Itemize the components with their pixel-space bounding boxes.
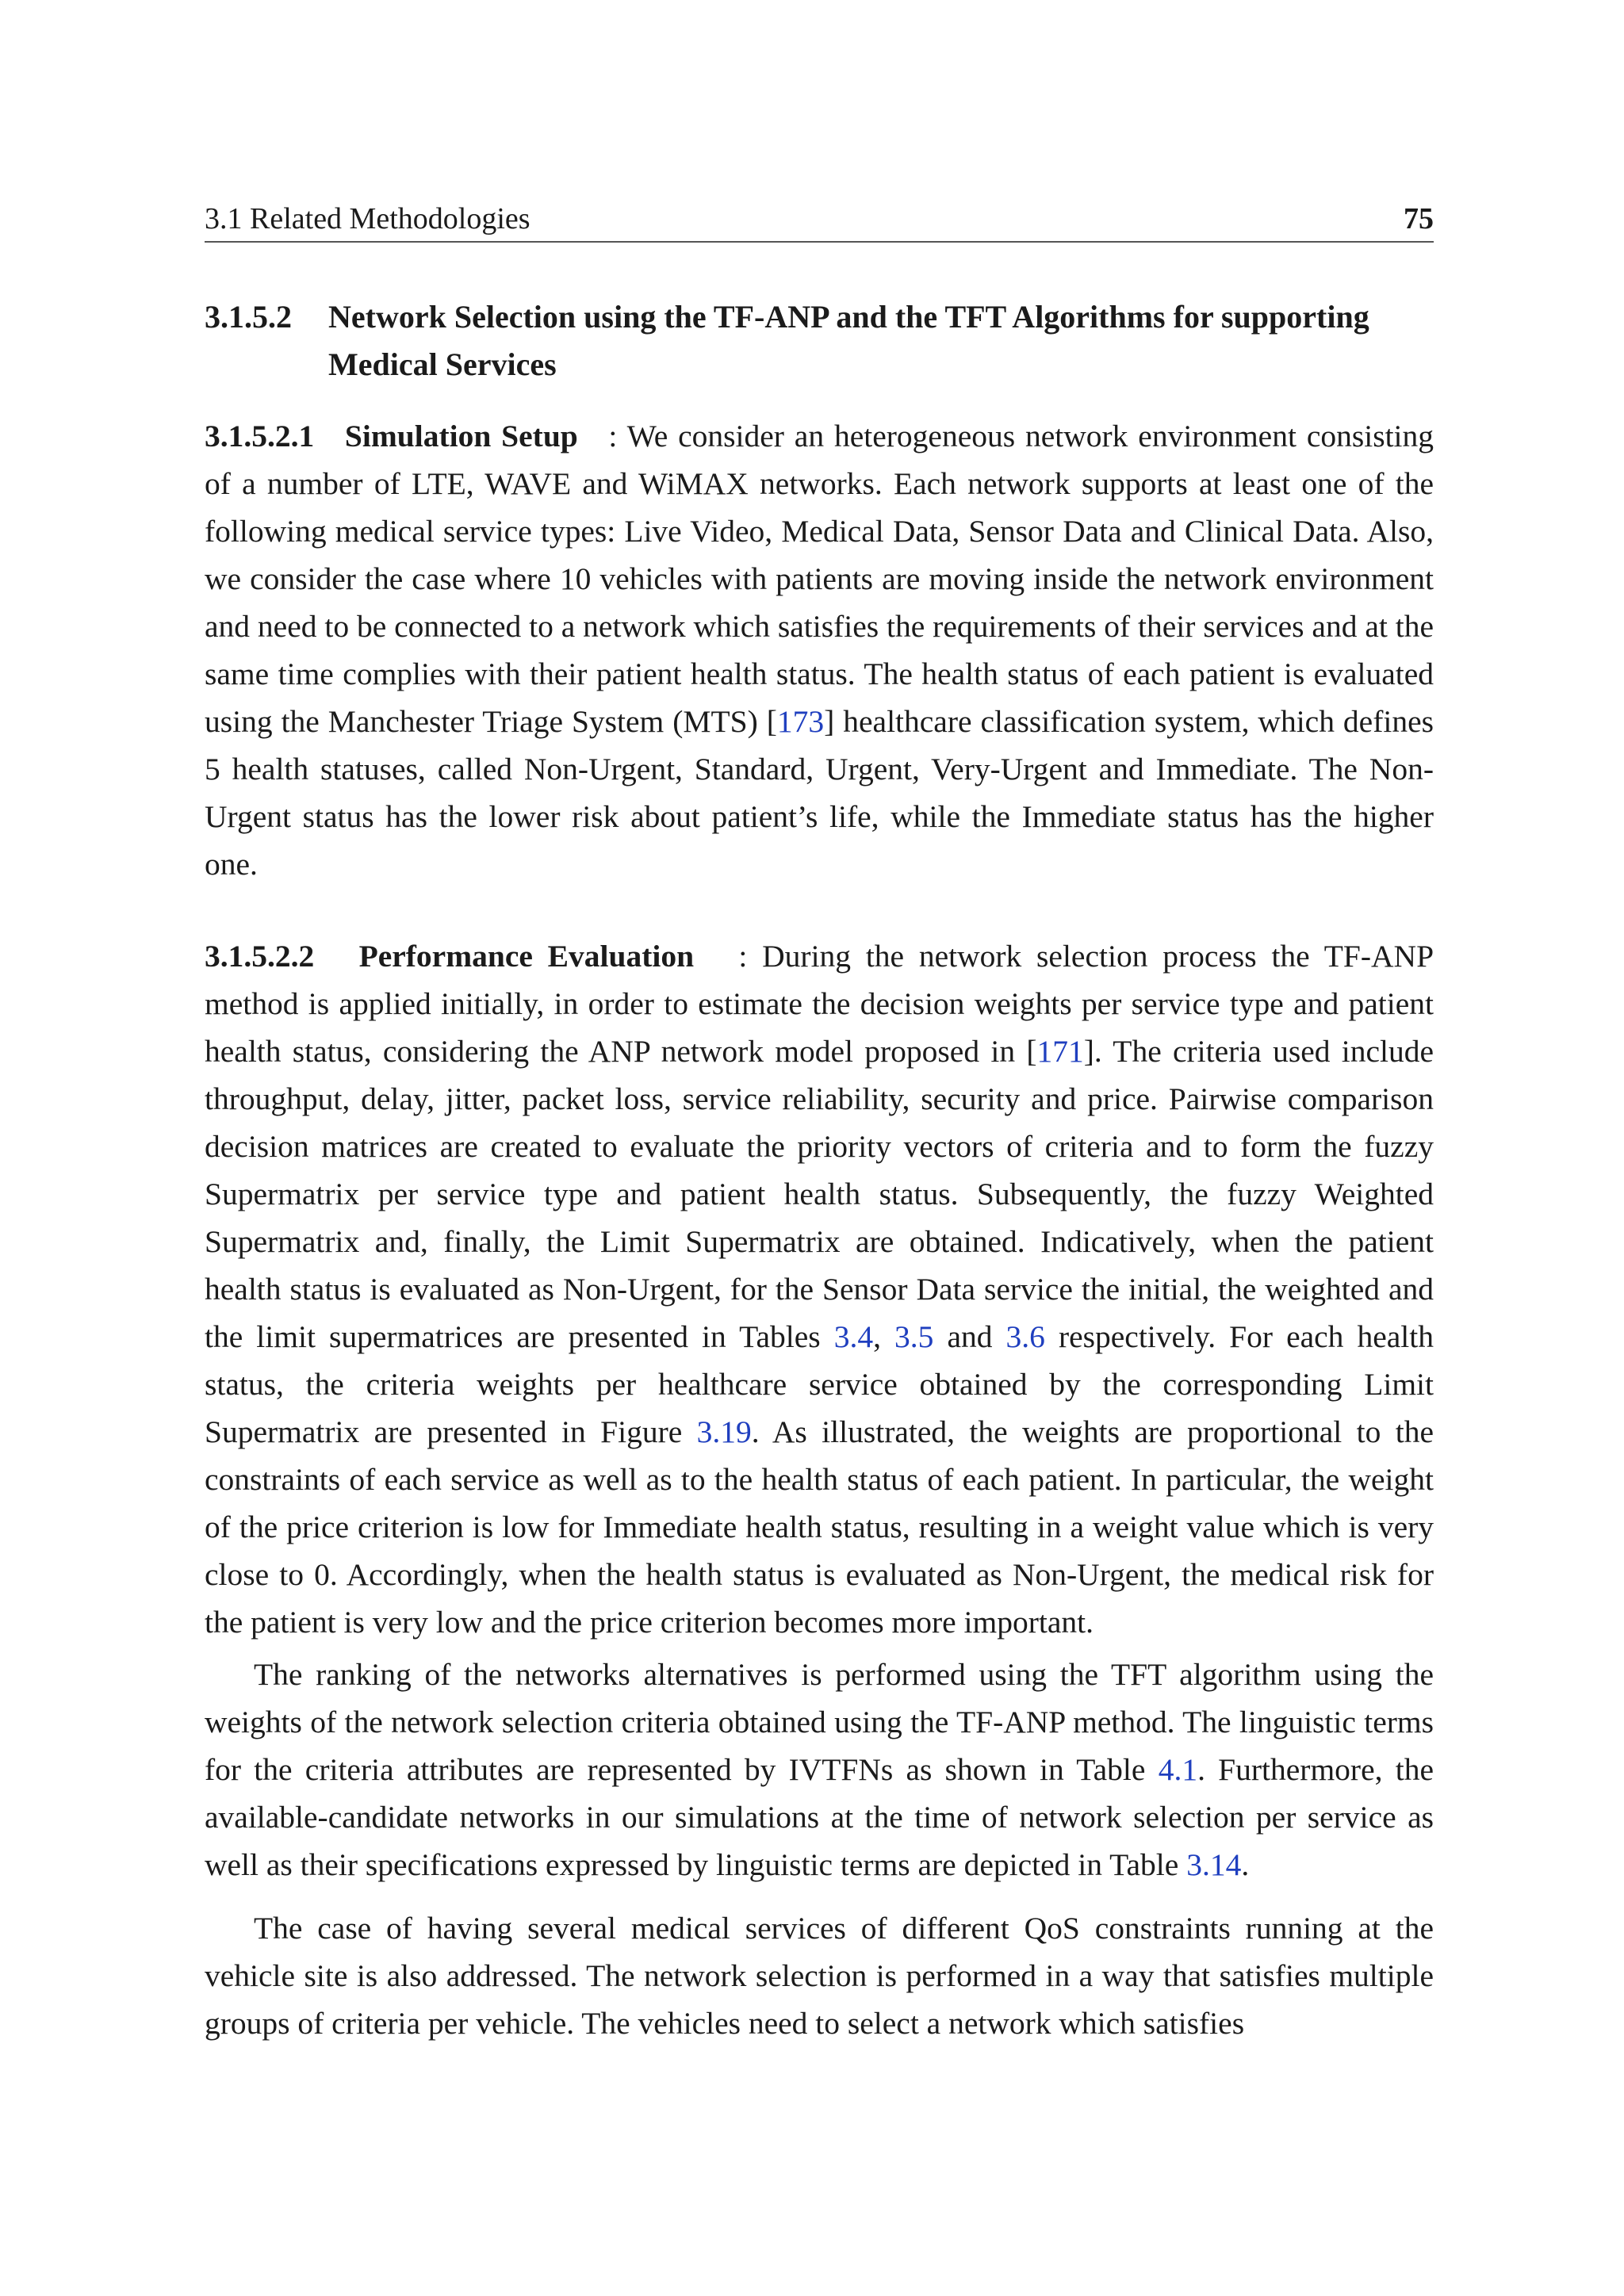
paragraph-heading-number: 3.1.5.2.1: [205, 419, 315, 453]
paragraph-text: respectively. For each health status, the criteria weights per healthcare service obtained by the corresponding Limit Supermatrix are presented in Figure: [205, 1319, 1434, 1449]
paragraph-text: . Furthermore, the available-candidate networks in our simulations at the time of network selection per service as well as their specifications expressed by linguistic terms are depicted in Table: [205, 1752, 1434, 1882]
citation-link[interactable]: 173: [776, 704, 825, 739]
paragraph-separator: :: [738, 939, 748, 974]
paragraph-performance-evaluation: [205, 932, 1434, 1646]
paragraph-text: The case of having several medical services of different QoS constraints running at the vehicle site is also addressed. The network selection is performed in a way that satisfies multiple groups of criteria per vehicle. The vehicles need to select a network which satisfies: [205, 1911, 1434, 2041]
paragraph-text: .: [1241, 1847, 1250, 1882]
paragraph-simulation-setup: [205, 412, 1434, 888]
paragraph-text: and: [933, 1319, 1006, 1354]
figure-reference-link[interactable]: 3.19: [696, 1414, 752, 1449]
paragraph-text: ]. The criteria used include throughput, delay, jitter, packet loss, service reliability, security and price. Pairwise comparison decision matrices are created to evaluate the priority vectors of criteria and to form the fuzzy Supermatrix per service type and patient health status. Subsequently, the fuzzy Weighted Supermatrix and, finally, the Limit Supermatrix are obtained. Indicatively, when the patient health status is evaluated as Non-Urgent, for the Sensor Data service the initial, the weighted and the limit supermatrices are presented in Tables: [205, 1034, 1434, 1354]
paragraph-separator: :: [608, 419, 618, 453]
header-section-title: 3.1 Related Methodologies: [205, 202, 530, 235]
table-reference-link[interactable]: 3.14: [1186, 1847, 1242, 1882]
table-reference-link[interactable]: 3.6: [1005, 1319, 1045, 1354]
paragraph-heading-number: 3.1.5.2.2: [205, 939, 315, 974]
paragraph-text: ,: [873, 1319, 895, 1354]
citation-link[interactable]: 171: [1036, 1034, 1084, 1069]
table-reference-link[interactable]: 3.4: [833, 1319, 874, 1354]
table-reference-link[interactable]: 4.1: [1158, 1752, 1198, 1787]
paragraph-heading-title: Performance Evaluation: [358, 939, 695, 974]
running-header: [205, 197, 1434, 243]
subsection-number: 3.1.5.2: [205, 299, 292, 335]
paragraph-text: The ranking of the networks alternatives is performed using the TFT algorithm using the weights of the network selection criteria obtained using the TF-ANP method. The linguistic terms for the criteria attributes are represented by IVTFNs as shown in Table: [205, 1657, 1434, 1787]
subsection-heading: [205, 293, 1434, 388]
subsection-title: Network Selection using the TF-ANP and the TFT Algorithms for supporting Medical Services: [328, 299, 1369, 382]
page-number: 75: [1404, 202, 1434, 235]
paragraph-ranking: [205, 1651, 1434, 1888]
paragraph-text: . As illustrated, the weights are proportional to the constraints of each service as well as to the health status of each patient. In particular, the weight of the price criterion is low for Immediate health status, resulting in a weight value which is very close to 0. Accordingly, when the health status is evaluated as Non-Urgent, the medical risk for the patient is very low and the price criterion becomes more important.: [205, 1414, 1434, 1640]
paragraph-text: ] healthcare classification system, which defines 5 health statuses, called Non-Urgent, Standard, Urgent, Very-Urgent and Immediate. The Non-Urgent status has the lower risk about patient’s life, while the Immediate status has the higher one.: [205, 704, 1434, 882]
paragraph-multiple-services: [205, 1904, 1434, 2047]
paragraph-text: During the network selection process the TF-ANP method is applied initially, in order to estimate the decision weights per service type and patient health status, considering the ANP network model proposed in [: [205, 939, 1434, 1069]
paragraph-heading-title: Simulation Setup: [344, 419, 578, 453]
paragraph-text: We consider an heterogeneous network environment consisting of a number of LTE, WAVE and WiMAX networks. Each network supports at least one of the following medical service types: Live Video, Medical Data, Sensor Data and Clinical Data. Also, we consider the case where 10 vehicles with patients are moving inside the network environment and need to be connected to a network which satisfies the requirements of their services and at the same time complies with their patient health status. The health status of each patient is evaluated using the Manchester Triage System (MTS) [: [205, 419, 1434, 739]
table-reference-link[interactable]: 3.5: [894, 1319, 934, 1354]
